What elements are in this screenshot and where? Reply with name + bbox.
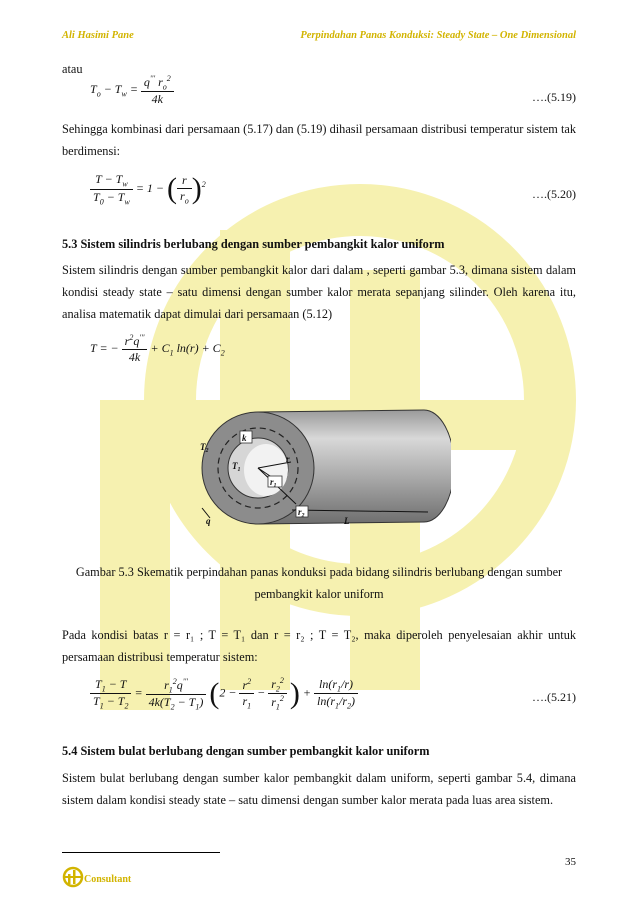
paragraph-boundary-conditions: Pada kondisi batas r = r₁ ; T = T₁ dan r = r₂ ; T = T₂, maka diperoleh penyelesaian akhir untuk persamaan distribusi temperatur sistem: (62, 628, 576, 664)
equation-number-5-21: ….(5.21) (532, 690, 576, 704)
label-q: q (206, 516, 211, 526)
header-title: Perpindahan Panas Konduksi: Steady State – One Dimensional (300, 30, 576, 41)
equation-5-21: $\frac{T_1 - T}{T_1 - T_2}$ = $\frac{r_1^2q'''}{4k(T_2 - T_1)}$ (2 − $\frac{r^2}{r_1}$ − $\frac{r_2^2}{r_1^2}$ ) + $\frac{\ln(r_1/r)}{\ln(r_1/r_2)}$ (90, 676, 358, 712)
label-T2: $T_2$ (200, 442, 209, 454)
figure-caption-line2: pembangkit kalor uniform (254, 587, 384, 601)
section-5-4-body: Sistem bulat berlubang dengan sumber kalor pembangkit dalam uniform, seperti gambar 5.4, dimana sistem dalam kondisi steady state – satu dimensi dengan sumber kalor merata pada luas area sistem. (62, 771, 576, 807)
footer-divider (62, 852, 220, 853)
equation-5-20: $\frac{T - T_w}{T_0 - T_w}$ = 1 − ( $\frac{r}{r_o}$ )$^2$ (90, 172, 206, 206)
equation-temperature-general: T = − $\frac{r^2q'''}{4k}$ + $C_1$ $\ln(r) + C_2$ (90, 333, 225, 364)
hollow-cylinder-figure (196, 400, 451, 548)
label-r: r (286, 454, 290, 464)
label-k: k (242, 433, 247, 443)
section-5-3-body: Sistem silindris dengan sumber pembangkit kalor dari dalam , seperti gambar 5.3, dimana sistem dalam kondisi steady state – satu dimensi dengan sumber kalor merata sepanjang silinder. Oleh karena itu, analisa matematik dapat dimulai dari persamaan (5.12) (62, 263, 576, 321)
header-author: Ali Hasimi Pane (62, 30, 134, 41)
equation-number-5-19: ….(5.19) (532, 90, 576, 104)
label-T1: $T_1$ (232, 461, 241, 473)
label-r1: $r_1$ (270, 477, 277, 489)
equation-5-19: $T_o - T_w$ = $\frac{q''' r_o^2}{4k}$ (90, 74, 174, 107)
label-r2: $r_2$ (298, 507, 305, 519)
text-atau: atau (62, 62, 83, 76)
label-L: L (344, 516, 350, 526)
paragraph-combination: Sehingga kombinasi dari persamaan (5.17) dan (5.19) dihasil persamaan distribusi temperatur sistem tak berdimensi: (62, 122, 576, 158)
section-5-4-heading: 5.4 Sistem bulat berlubang dengan sumber pembangkit kalor uniform (62, 744, 430, 758)
equation-number-5-20: ….(5.20) (532, 187, 576, 201)
section-5-3-heading: 5.3 Sistem silindris berlubang dengan sumber pembangkit kalor uniform (62, 237, 445, 251)
figure-caption-line1: Gambar 5.3 Skematik perpindahan panas konduksi pada bidang silindris berlubang dengan sumber (75, 565, 563, 579)
consultant-logo (62, 866, 84, 888)
consultant-brand: Consultant (84, 874, 132, 885)
page-number: 35 (565, 856, 576, 868)
